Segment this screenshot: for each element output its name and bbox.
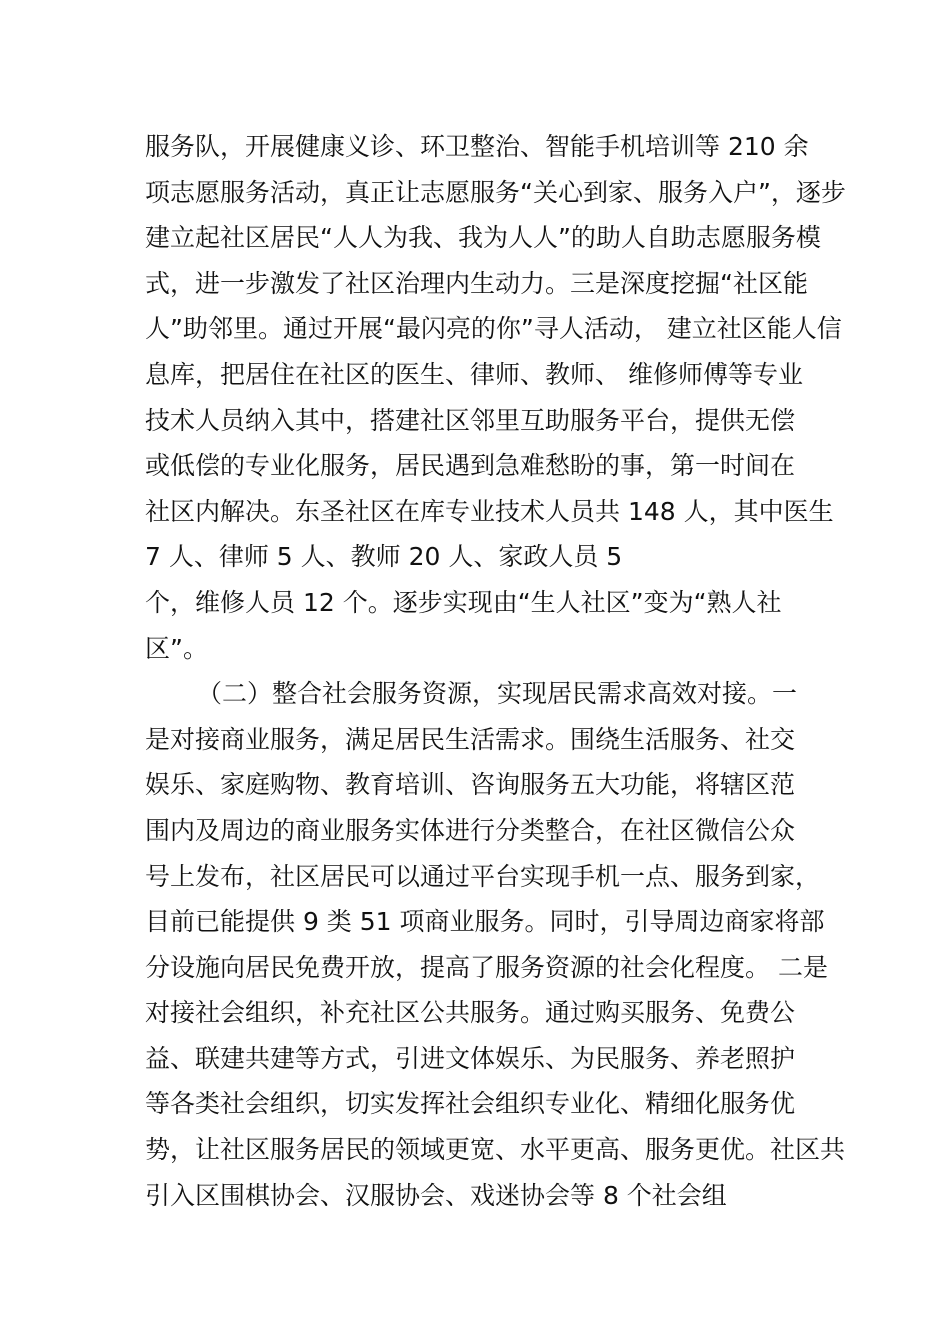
text-line: 项志愿服务活动，真正让志愿服务“关心到家、服务入户”，逐步 — [145, 177, 846, 207]
section-heading-line: （二）整合社会服务资源，实现居民需求高效对接。一 — [197, 679, 798, 709]
document-body — [145, 124, 846, 1218]
text-line: 对接社会组织，补充社区公共服务。通过购买服务、免费公 — [145, 998, 796, 1028]
text-line: 围内及周边的商业服务实体进行分类整合，在社区微信公众 — [145, 815, 796, 845]
text-line: 式，进一步激发了社区治理内生动力。三是深度挖掘“社区能 — [145, 268, 808, 298]
text-line: 人”助邻里。通过开展“最闪亮的你”寻人活动， 建立社区能人信 — [145, 314, 842, 344]
text-line: 技术人员纳入其中，搭建社区邻里互助服务平台，提供无偿 — [145, 405, 796, 435]
text-line: 号上发布，社区居民可以通过平台实现手机一点、服务到家， — [145, 861, 821, 891]
text-line: 或低偿的专业化服务，居民遇到急难愁盼的事，第一时间在 — [145, 451, 796, 481]
text-line: 势，让社区服务居民的领域更宽、水平更高、服务更优。社区共 — [145, 1135, 846, 1165]
text-line: 建立起社区居民“人人为我、我为人人”的助人自助志愿服务模 — [145, 223, 821, 253]
text-line: 7 人、律师 5 人、教师 20 人、家政人员 5 — [145, 542, 623, 572]
text-line: 益、联建共建等方式，引进文体娱乐、为民服务、养老照护 — [145, 1043, 796, 1073]
text-line: 引入区围棋协会、汉服协会、戏迷协会等 8 个社会组 — [145, 1180, 727, 1210]
text-line: 息库，把居住在社区的医生、律师、教师、 维修师傅等专业 — [145, 359, 803, 389]
text-line: 是对接商业服务，满足居民生活需求。围绕生活服务、社交 — [145, 724, 796, 754]
text-line: 服务队，开展健康义诊、环卫整治、智能手机培训等 210 余 — [145, 132, 809, 161]
text-line: 等各类社会组织，切实发挥社会组织专业化、精细化服务优 — [145, 1089, 796, 1119]
text-line: 分设施向居民免费开放，提高了服务资源的社会化程度。 二是 — [145, 952, 828, 982]
text-line: 娱乐、家庭购物、教育培训、咨询服务五大功能，将辖区范 — [145, 770, 796, 800]
text-line: 区”。 — [145, 633, 208, 663]
text-line: 目前已能提供 9 类 51 项商业服务。同时，引导周边商家将部 — [145, 907, 825, 937]
text-line: 社区内解决。东圣社区在库专业技术人员共 148 人，其中医生 — [145, 496, 834, 526]
text-line: 个，维修人员 12 个。逐步实现由“生人社区”变为“熟人社 — [145, 587, 782, 617]
